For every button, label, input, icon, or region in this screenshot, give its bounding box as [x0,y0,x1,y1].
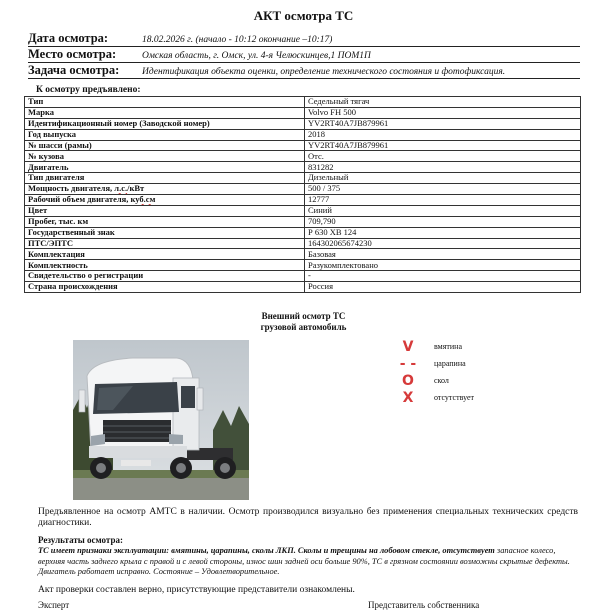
legend-item [398,355,474,372]
header-value: 18.02.2026 г. (начало - 10:12 окончание –10:17) [142,35,333,45]
spec-value: - [305,271,581,282]
spec-key: Комплектность [25,260,305,271]
table-row [25,118,581,129]
spec-key: Пробег, тыс. км [25,216,305,227]
scratch-symbol-icon: - - [399,355,417,372]
table-row [25,173,581,184]
legend-item [398,338,474,355]
inspection-disclaimer: Предъявленное на осмотр АМТС в наличии. Осмотр производился визуально без применения специальных технических средств диагностики. [38,507,578,528]
document-title: АКТ осмотра ТС [253,8,354,23]
spec-key: № шасси (рамы) [25,140,305,151]
spec-key: Идентификационный номер (Заводской номер) [25,118,305,129]
footer-statement: Акт проверки составлен верно, присутствующие представители ознакомлены. [38,585,355,595]
results-lead: ТС имеет признаки эксплуатации: вмятины, царапины, сколы ЛКП. Сколы и трещины на лобовом стекле, отсутствует [38,546,495,555]
spec-value: Базовая [305,249,581,260]
spec-value: Дизельный [305,173,581,184]
exterior-title-line1: Внешний осмотр ТС [261,311,346,321]
spec-value: 500 / 375 [305,184,581,195]
signature-right-label: Представитель собственника [368,600,480,610]
header-label: Дата осмотра: [28,31,109,45]
spec-value: 12777 [305,195,581,206]
spec-value: Россия [305,282,581,293]
damage-legend [398,338,474,406]
header-row-place [28,47,580,63]
results-rest: запасное колесо, верхняя часть заднего крыла с правой и с левой стороны, износ шин задней оси больше 90%, ТС в грязном состоянии возможны скрытые дефекты. Двигатель работает исправно. Состояние – Удовлетворительное. [38,546,570,576]
spec-value: 709,790 [305,216,581,227]
spec-value: Седельный тягач [305,97,581,108]
spec-value: Отс. [305,151,581,162]
spec-key: № кузова [25,151,305,162]
table-row [25,151,581,162]
spec-value: 2018 [305,129,581,140]
spec-key: Цвет [25,205,305,216]
spec-key: Тип двигателя [25,173,305,184]
spec-value: 164302065674230 [305,238,581,249]
header-row-date [28,31,580,47]
table-row [25,205,581,216]
exterior-title [0,311,607,333]
chip-symbol-icon: O [402,372,414,389]
dent-symbol-icon: V [402,338,414,355]
spec-key: Год выпуска [25,129,305,140]
truck-photo-illustration [73,340,249,500]
table-row [25,227,581,238]
table-row [25,107,581,118]
spec-key: Комплектация [25,249,305,260]
spec-key: Двигатель [25,162,305,173]
spec-value: YV2RT40A7JB879961 [305,118,581,129]
spec-key: Страна происхождения [25,282,305,293]
results-text [38,546,578,578]
spec-value: Синий [305,205,581,216]
header-label: Место осмотра: [28,47,117,61]
spec-key: Свидетельство о регистрации [25,271,305,282]
table-row [25,260,581,271]
exterior-title-line2: грузовой автомобиль [260,322,347,332]
header-value: Омская область, г. Омск, ул. 4-я Челюскинцев,1 ПОМ1П [142,51,371,61]
table-row [25,140,581,151]
table-row [25,216,581,227]
legend-label: царапина [434,359,466,368]
spec-key: Рабочий объем двигателя, куб.см [25,195,305,206]
header-row-task [28,63,580,79]
table-row [25,97,581,108]
legend-label: отсутствует [434,393,475,402]
legend-item [398,372,474,389]
table-row [25,162,581,173]
missing-symbol-icon: X [402,389,414,406]
table-row [25,238,581,249]
legend-item [398,389,474,406]
signature-left-label: Эксперт [38,600,70,610]
spec-key: Государственный знак [25,227,305,238]
spec-table [24,96,581,293]
table-row [25,271,581,282]
table-row [25,249,581,260]
table-row [25,195,581,206]
spec-key: ПТС/ЭПТС [25,238,305,249]
legend-label: скол [434,376,449,385]
header-value: Идентификация объекта оценки, определение технического состояния и фотофиксация. [142,67,506,77]
header-label: Задача осмотра: [28,63,120,77]
spec-key: Марка [25,107,305,118]
table-row [25,282,581,293]
spec-value: Разукомплектовано [305,260,581,271]
spec-value: 831282 [305,162,581,173]
table-row [25,129,581,140]
truck-photo [73,340,249,500]
spec-value: Volvo FH 500 [305,107,581,118]
presented-heading: К осмотру предъявлено: [36,85,141,95]
results-heading: Результаты осмотра: [38,535,123,545]
spec-key: Тип [25,97,305,108]
legend-label: вмятина [434,342,462,351]
spec-value: Р 630 ХВ 124 [305,227,581,238]
spec-key: Мощность двигателя, л.с./кВт [25,184,305,195]
spec-value: YV2RT40A7JB879961 [305,140,581,151]
table-row [25,184,581,195]
